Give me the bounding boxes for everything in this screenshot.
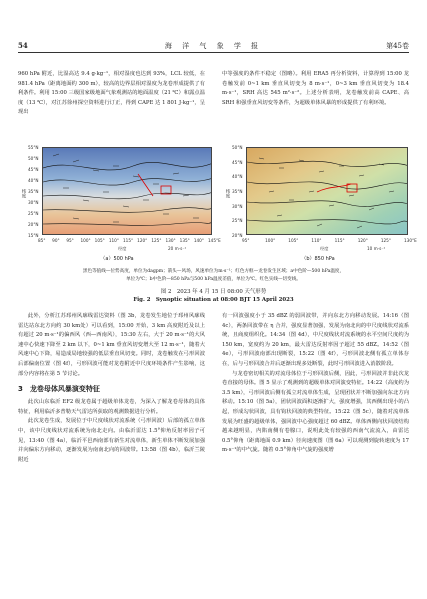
x-axis-title: 经度 [118, 246, 127, 251]
panel-a-label: （a）500 hPa [100, 256, 134, 262]
map-a-graphic [43, 148, 212, 235]
lon-tick-label: 140° [193, 238, 204, 243]
lat-tick-label: 55°N [28, 145, 39, 150]
lat-tick-label: 20°N [28, 222, 39, 227]
lon-tick-label: 110° [108, 238, 119, 243]
caption-en-label: Fig. 2 [133, 297, 151, 303]
lat-tick-label: 45°N [28, 167, 39, 172]
lat-tick-label: 25°N [232, 218, 243, 224]
lon-tick-label: 85° [38, 238, 46, 243]
map-b-graphic [247, 148, 408, 235]
lat-tick-label: 35°N [28, 189, 39, 194]
legend-line-1: 黑色等值线—位势高度，单位为dagpm；箭头—风场，风速单位为m·s⁻¹；红色方框—龙卷发生区域；a中色阶—500 hPa温度， [82, 269, 345, 274]
paragraph: 有一回波强度小于 35 dBZ 的弱回波带，并向东北方向移动发展。14:16（图 4c），两条回波带在 η 合并，强度显著加强，发展为南北向的中尺度线状对流系统，且商度组织化。14:34（图 4d），中尺度线状对流系统的水平空间尺度约为 150 km，宽度约为 20 km，最大雷达反射率因子超过 55 dBZ。14:52（图 4e），弓形回波南部出现断裂，15:22（图 4f），弓形回波北侧有孤立单体存在，后与弓形回波合并后逐渐出现多处断裂，此时弓形回波进入消散阶段。 [222, 313, 409, 367]
map-a [42, 147, 212, 235]
figure-caption [18, 288, 409, 304]
lon-tick-label: 130°E [404, 238, 417, 243]
figure-legend [18, 268, 409, 284]
lon-tick-label: 145°E [208, 238, 221, 243]
bottom-right-column [222, 312, 409, 456]
map-b [246, 147, 408, 235]
lon-tick-label: 90° [52, 238, 60, 243]
lat-tick-label: 30°N [232, 203, 243, 209]
paragraph: 960 hPa 附近，比湿高达 9.4 g·kg⁻¹，相对湿度也达到 93%，LCL 较低，在 981.4 hPa（距离地面约 300 m），较高的边界层相对湿度为龙卷形成提供了有利条件。利用 15:00 三级国家级地面气象观测站的地面温度（21 ℃）和露点温度（13 ℃），对江苏徐州探空资料进行订正，得到 CAPE 达 1 801 J·kg⁻¹，呈现出 [18, 71, 205, 116]
top-left-column [18, 70, 205, 118]
y-axis-title: 纬度 [21, 189, 26, 199]
legend-line-2: 单位为℃；b中色阶—850 hPa与500 hPa温度差值，单位为℃。红色实线—切变线。 [126, 277, 301, 282]
lon-tick-label: 135° [179, 238, 190, 243]
lon-tick-label: 115° [123, 238, 134, 243]
lat-tick-label: 25°N [28, 211, 39, 216]
lon-tick-label: 105° [94, 238, 105, 243]
lon-tick-label: 100° [80, 238, 91, 243]
lon-tick-label: 115° [334, 238, 345, 243]
lon-tick-label: 95° [66, 238, 74, 243]
section-title: 3 龙卷母体风暴演变特征 [18, 385, 100, 394]
figure-panel-b [222, 145, 417, 265]
volume-label: 第45卷 [386, 42, 409, 50]
lat-tick-label: 50°N [232, 145, 243, 150]
lat-tick-label: 45°N [232, 159, 243, 165]
top-right-column [222, 70, 409, 108]
page-header [18, 39, 409, 53]
lat-tick-label: 15°N [28, 233, 39, 238]
lat-tick-label: 35°N [232, 189, 243, 194]
vector-scale-a: 20 m·s⁻¹ [168, 246, 187, 251]
panel-b-label: （b）850 hPa [301, 256, 335, 262]
paragraph: 此次龙卷生成，发展位于中尺度线状对流系统（弓形回波）后部的孤立单体中，该中尺度线状对流系统为南北走向。由临沂雷达 1.5°仰角反射率因子可见，13:40（图 4a），临沂平邑西南部有新生对流单体，新生单体不断发展加强并向偏东方向移动，逐渐发展为南南北向的回波带。13:58（图 4b），临沂兰陵附近 [18, 418, 205, 463]
journal-title: 海 洋 气 象 学 报 [164, 42, 263, 50]
lon-tick-label: 100° [265, 238, 276, 243]
vector-scale-b: 10 m·s⁻¹ [367, 246, 386, 251]
lat-tick-label: 20°N [232, 233, 243, 238]
lon-tick-label: 105° [288, 238, 299, 243]
x-axis-title: 经度 [320, 246, 329, 251]
lat-tick-label: 30°N [28, 200, 39, 205]
paragraph: 此次山东临沂 EF2 级龙卷属于超级单体龙卷，为深入了解龙卷母体的具体特征，利用临沂多普勒天气雷达所获取的观测数据进行分析。 [18, 399, 205, 415]
paragraph: 与龙卷密切相关的对流母体位于弓形回波后侧，因此，弓形回波并非此次龙卷直接的母体。图 5 显示了观测到的超级单体对回演变特征。14:22（高度约为 3.5 km），弓形回波后侧有孤立对流单体生成，呈现团状并不断加强向东北方向移动。15:10（图 5a），团状回波面积逐渐扩大，强度增强，其西侧出现小的凸起，形成勾状回波，具有钩状回波的典型特征。15:22（图 5c），随着对流单体发展为旺盛的超级单体，强回波中心强度超过 60 dBZ。单体西侧向状回波结构越来越明显，内陷南侧有卷腺口，说明此处有较强的西南气流流入，由雷达 0.5°仰角（距离地面 0.9 km）径向速度图（图 6a）可以观测到旋转速度为 17 m·s⁻¹的中气旋。随着 0.5°仰角中气旋的强度增 [222, 370, 409, 454]
lat-tick-label: 40°N [232, 174, 243, 180]
lon-tick-label: 130° [165, 238, 176, 243]
caption-en: Synoptic situation at 08:00 BJT 15 April 2023 [155, 297, 294, 303]
lon-tick-label: 125° [151, 238, 162, 243]
lon-tick-label: 125° [380, 238, 391, 243]
lon-tick-label: 95° [242, 238, 250, 243]
lon-tick-label: 110° [311, 238, 322, 243]
lon-tick-label: 120° [137, 238, 148, 243]
lat-tick-label: 40°N [28, 178, 39, 183]
y-axis-title: 纬度 [225, 189, 230, 199]
lon-tick-label: 120° [357, 238, 368, 243]
caption-cn: 图 2 2023 年 4 月 15 日 08:00 天气形势 [160, 289, 267, 295]
bottom-left-column [18, 312, 205, 465]
figure-panel-a [18, 145, 221, 265]
paragraph: 此外，分析江苏邳州风廓线雷达资料（图 3b，龙卷发生地位于邳州风廓线雷达站东北方向约 30 km处）可以看到，15:00 开始，3 km 高度附近及以上有超过 20 m·s⁻¹的偏西风（西—西南风），15:30 左右，大于 20 m·s⁻¹的大风速中心快速下降至 2 km 以下，0~1 km 垂直风切变增大至 12 m·s⁻¹，随着大风速中心下降，易造成局地较强的低层垂直风切变。同时，龙卷触发在弓形回波后部偏南位置（图 4f），弓形回波可能对龙卷附近中尺度环境条件产生影响，这部分内容将在第 5 节讨论。 [18, 313, 205, 377]
paragraph: 中等强度的条件不稳定（图略）。利用 ERA5 再分析资料，计算得到 15:00 龙卷触发前 0~1 km 垂直风切变为 8 m·s⁻¹，0~3 km 垂直风切变为 18.4 m·s⁻¹，SRH 高达 545 m²·s⁻²。上述分析表明，龙卷触发前高 CAPE、高 SRH 和强垂直风切变等条件，为超级单体风暴的形成提供了有利环境。 [222, 71, 409, 106]
lat-tick-label: 50°N [28, 156, 39, 161]
page-number: 54 [18, 41, 28, 50]
